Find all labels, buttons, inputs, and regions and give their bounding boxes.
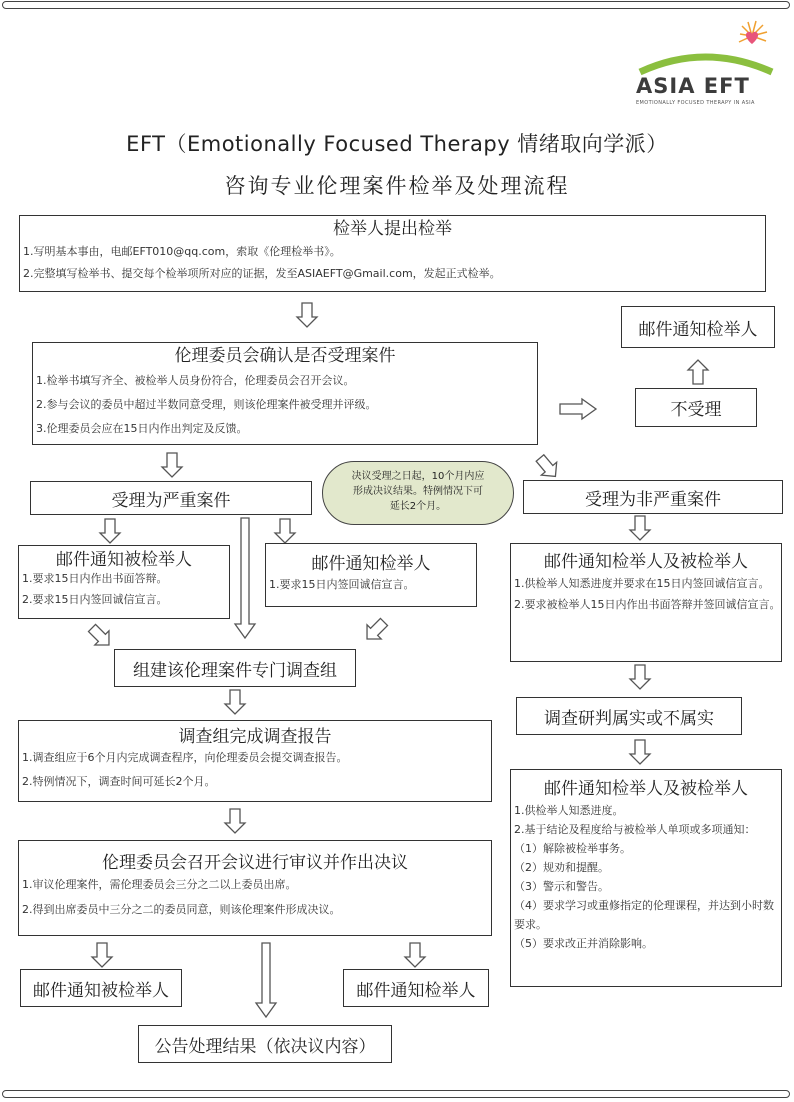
notify-accused-line-2: 2.要求15日内签回诚信宣言。 [22, 593, 168, 606]
notify-accused-title: 邮件通知被检举人 [56, 550, 192, 570]
arrow-serious-to-group [235, 518, 255, 638]
report-box-line-1: 1.写明基本事由，电邮EFT010@qq.com，索取《伦理检举书》。 [23, 245, 341, 258]
report-done-line-1: 1.调查组应于6个月内完成调查程序，向伦理委员会提交调查报告。 [22, 751, 348, 764]
page-subtitle: 咨询专业伦理案件检举及处理流程 [224, 174, 570, 198]
notify-both-2-line-7: （5）要求改正并消除影响。 [514, 937, 653, 950]
arrow-serious-to-notify-accused [100, 519, 120, 543]
notify-both-1-line-2: 2.要求被检举人15日内作出书面答辩并签回诚信宣言。 [514, 598, 781, 611]
investigate-box [516, 697, 742, 735]
notify-accused-bottom-title: 邮件通知被检举人 [33, 980, 169, 1001]
notify-accused-bottom-box [20, 969, 182, 1007]
decision-box [18, 840, 492, 936]
notify-both-1-line-1: 1.供检举人知悉进度并要求在15日内签回诚信宣言。 [514, 577, 770, 590]
arrow-decision-to-announce [256, 943, 276, 1017]
arrow-check-to-serious [162, 453, 182, 477]
notify-both-2-line-1: 1.供检举人知悉进度。 [514, 804, 624, 817]
decision-title: 伦理委员会召开会议进行审议并作出决议 [102, 853, 408, 873]
timeline-note-line-3: 延长2个月。 [389, 501, 447, 512]
report-done-box [18, 720, 492, 802]
report-box-line-2: 2.完整填写检举书、提交每个检举项所对应的证据，发至ASIAEFT@Gmail.com，发起正式检举。 [23, 267, 501, 280]
report-box [19, 215, 766, 292]
notify-reporter-bottom-title: 邮件通知检举人 [356, 980, 476, 1001]
notify-both-2-title: 邮件通知检举人及被检举人 [544, 779, 748, 799]
decision-line-2: 2.得到出席委员中三分之二的委员同意，则该伦理案件形成决议。 [22, 903, 341, 916]
notify-reporter-bottom-box [343, 969, 489, 1007]
announce-title: 公告处理结果（依决议内容） [154, 1036, 376, 1057]
serious-case-box [30, 481, 312, 515]
arrow-check-to-nonserious [532, 452, 563, 483]
notify-reporter-mid-box [265, 543, 477, 607]
arrow-reporter-to-group [360, 615, 391, 646]
committee-check-line-2: 2.参与会议的委员中超过半数同意受理，则该伦理案件被受理并评级。 [36, 398, 377, 411]
timeline-note-line-1: 决议受理之日起，10个月内应 [351, 471, 485, 482]
notify-both-1-box [510, 543, 782, 662]
notify-both-2-line-3: （1）解除被检举事务。 [514, 842, 631, 855]
form-group-box [114, 649, 356, 687]
page-title: EFT（Emotionally Focused Therapy 情绪取向学派） [126, 132, 668, 156]
notify-both-2-line-6: （4）要求学习或重修指定的伦理课程，并达到小时数要求。 [514, 899, 774, 931]
notify-both-2-box [510, 769, 782, 987]
notify-both-1-title: 邮件通知检举人及被检举人 [544, 552, 748, 572]
arrow-notaccepted-to-notify [688, 360, 708, 384]
notify-both-2-line-5: （3）警示和警告。 [514, 880, 609, 893]
investigate-title: 调查研判属实或不属实 [544, 708, 714, 729]
non-serious-case-box [523, 480, 783, 514]
notify-reporter-mid-line-1: 1.要求15日内签回诚信宣言。 [269, 578, 415, 591]
timeline-note [322, 461, 514, 525]
notify-reporter-top-title: 邮件通知检举人 [638, 319, 758, 340]
notify-reporter-top-box [621, 306, 775, 348]
arrow-check-to-notaccepted [560, 399, 596, 419]
form-group-title: 组建该伦理案件专门调查组 [133, 660, 337, 681]
arrow-decision-to-notify-accused [92, 943, 112, 967]
arrow-nonserious-to-notify-both [630, 516, 650, 540]
committee-check-line-1: 1.检举书填写齐全、被检举人员身份符合，伦理委员会召开会议。 [36, 374, 355, 387]
logo-brand: ASIA EFT [636, 74, 750, 98]
decision-line-1: 1.审议伦理案件，需伦理委员会三分之二以上委员出席。 [22, 878, 297, 891]
not-accepted-title: 不受理 [670, 400, 722, 420]
serious-case-title: 受理为严重案件 [111, 490, 231, 511]
committee-check-title: 伦理委员会确认是否受理案件 [174, 346, 396, 366]
notify-accused-line-1: 1.要求15日内作出书面答辩。 [22, 572, 168, 585]
notify-both-2-line-4: （2）规劝和提醒。 [514, 861, 609, 874]
non-serious-case-title: 受理为非严重案件 [585, 489, 721, 510]
arrow-decision-to-notify-reporter [405, 943, 425, 967]
logo-tagline: EMOTIONALLY FOCUSED THERAPY IN ASIA [636, 100, 755, 106]
notify-both-2-line-2: 2.基于结论及程度给与被检举人单项或多项通知： [514, 823, 756, 836]
committee-check-line-3: 3.伦理委员会应在15日内作出判定及反馈。 [36, 422, 248, 435]
announce-box [138, 1025, 392, 1063]
report-done-title: 调查组完成调查报告 [178, 727, 332, 747]
arrow-notify-to-investigate [630, 665, 650, 689]
arrow-report-to-check [297, 303, 317, 327]
arrow-investigate-to-notify-both [630, 740, 650, 764]
arrow-accused-to-group [85, 621, 116, 652]
arrow-report-to-decision [225, 809, 245, 833]
arrow-serious-to-notify-reporter [275, 519, 295, 543]
committee-check-box [32, 342, 538, 445]
report-box-title: 检举人提出检举 [333, 219, 452, 239]
notify-reporter-mid-title: 邮件通知检举人 [311, 554, 431, 574]
notify-accused-box [18, 545, 230, 619]
arrow-group-to-report [225, 690, 245, 714]
timeline-note-line-2: 形成决议结果。特例情况下可 [353, 486, 483, 497]
report-done-line-2: 2.特例情况下，调查时间可延长2个月。 [22, 775, 216, 788]
not-accepted-box [635, 388, 757, 427]
